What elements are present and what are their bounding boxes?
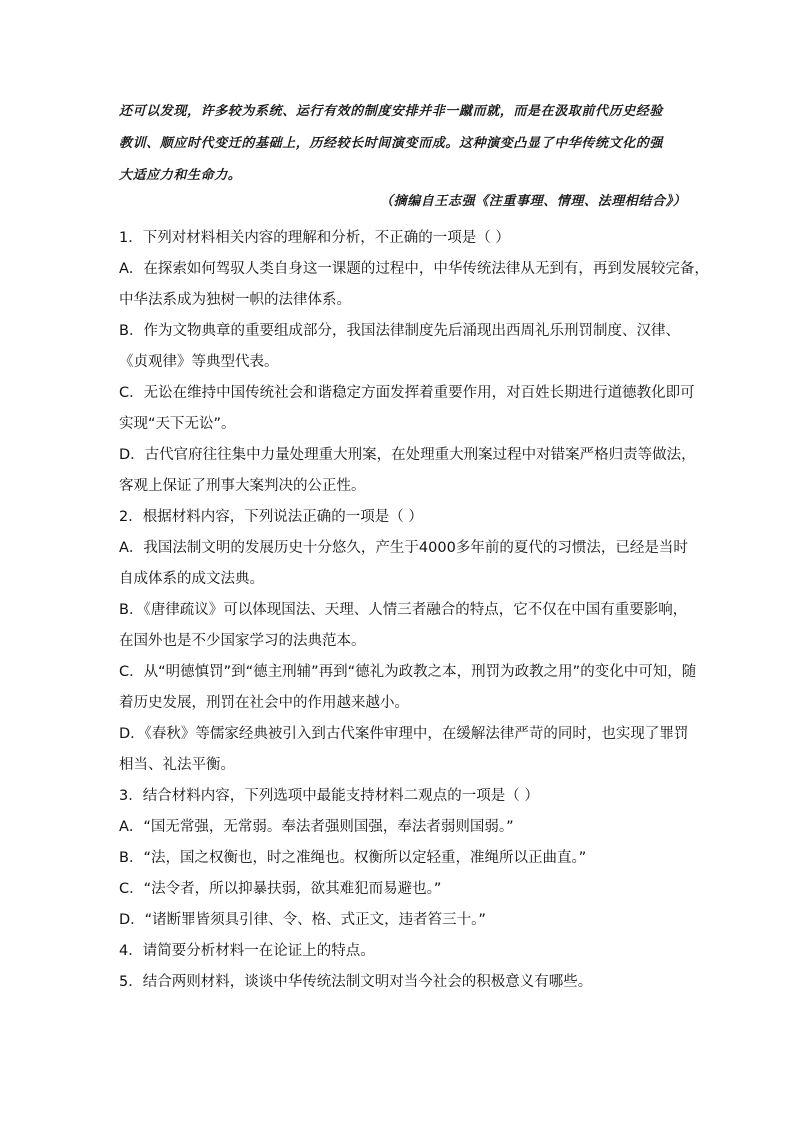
passage-line: 还可以发现，许多较为系统、运行有效的制度安排并非一蹴而就，而是在汲取前代历史经验 bbox=[119, 104, 664, 119]
question-1-option-b-line-2: 《贞观律》等典型代表。 bbox=[119, 354, 279, 370]
question-1-option-a-line-2: 中华法系成为独树一帜的法律体系。 bbox=[119, 292, 351, 308]
passage-line: 大适应力和生命力。 bbox=[119, 168, 242, 183]
question-1-option-d-line-2: 客观上保证了刑事大案判决的公正性。 bbox=[119, 478, 366, 494]
question-2-option-d-line-2: 相当、礼法平衡。 bbox=[119, 757, 235, 773]
question-1-option-c-line-1: C．无讼在维持中国传统社会和谐稳定方面发挥着重要作用，对百姓长期进行道德教化即可 bbox=[119, 385, 695, 401]
passage-line: 教训、顺应时代变迁的基础上，历经较长时间演变而成。这种演变凸显了中华传统文化的强 bbox=[119, 136, 664, 151]
question-2-option-b-line-1: B．《唐律疏议》可以体现国法、天理、人情三者融合的特点，它不仅在中国有重要影响， bbox=[119, 602, 688, 618]
question-2-option-d-line-1: D．《春秋》等儒家经典被引入到古代案件审理中，在缓解法律严苛的同时，也实现了罪罚 bbox=[119, 726, 689, 742]
passage-source-citation: （摘编自王志强《注重事理、情理、法理相结合》） bbox=[380, 194, 687, 209]
question-3-option-b: B．“法，国之权衡也，时之准绳也。权衡所以定轻重，准绳所以正曲直。” bbox=[119, 850, 587, 866]
question-1-option-c-line-2: 实现“天下无讼”。 bbox=[119, 416, 236, 432]
question-2-stem: 2．根据材料内容，下列说法正确的一项是（ ） bbox=[119, 509, 423, 525]
question-2-option-a-line-1: A．我国法制文明的发展历史十分悠久，产生于4000多年前的夏代的习惯法，已经是当时 bbox=[119, 540, 688, 556]
question-2-option-a-line-2: 自成体系的成文法典。 bbox=[119, 571, 264, 587]
question-5-stem: 5．结合两则材料，谈谈中华传统法制文明对当今社会的积极意义有哪些。 bbox=[119, 974, 593, 990]
question-3-option-a: A．“国无常强，无常弱。奉法者强则国强，奉法者弱则国弱。” bbox=[119, 819, 514, 835]
question-1-stem: 1．下列对材料相关内容的理解和分析，不正确的一项是（ ） bbox=[119, 230, 510, 246]
question-3-option-c: C．“法令者，所以抑暴扶弱，欲其难犯而易避也。” bbox=[119, 881, 442, 897]
question-list bbox=[119, 223, 709, 998]
question-3-stem: 3．结合材料内容，下列选项中最能支持材料二观点的一项是（ ） bbox=[119, 788, 539, 804]
question-1-option-b-line-1: B．作为文物典章的重要组成部分，我国法律制度先后涌现出西周礼乐刑罚制度、汉律、 bbox=[119, 323, 680, 339]
question-1-option-d-line-1: D．古代官府往往集中力量处理重大刑案，在处理重大刑案过程中对错案严格归责等做法， bbox=[119, 447, 696, 463]
question-1-option-a-line-1: A．在探索如何驾驭人类自身这一课题的过程中，中华传统法律从无到有，再到发展较完备， bbox=[119, 261, 709, 277]
question-2-option-c-line-1: C．从“明德慎罚”到“德主刑辅”再到“德礼为政教之本，刑罚为政教之用”的变化中可知，随 bbox=[119, 664, 697, 680]
question-4-stem: 4．请简要分析材料一在论证上的特点。 bbox=[119, 943, 375, 959]
question-2-option-b-line-2: 在国外也是不少国家学习的法典范本。 bbox=[119, 633, 366, 649]
passage-excerpt bbox=[119, 96, 679, 192]
question-2-option-c-line-2: 着历史发展，刑罚在社会中的作用越来越小。 bbox=[119, 695, 409, 711]
question-3-option-d: D．“诸断罪皆须具引律、令、格、式正文，违者笞三十。” bbox=[119, 912, 486, 928]
